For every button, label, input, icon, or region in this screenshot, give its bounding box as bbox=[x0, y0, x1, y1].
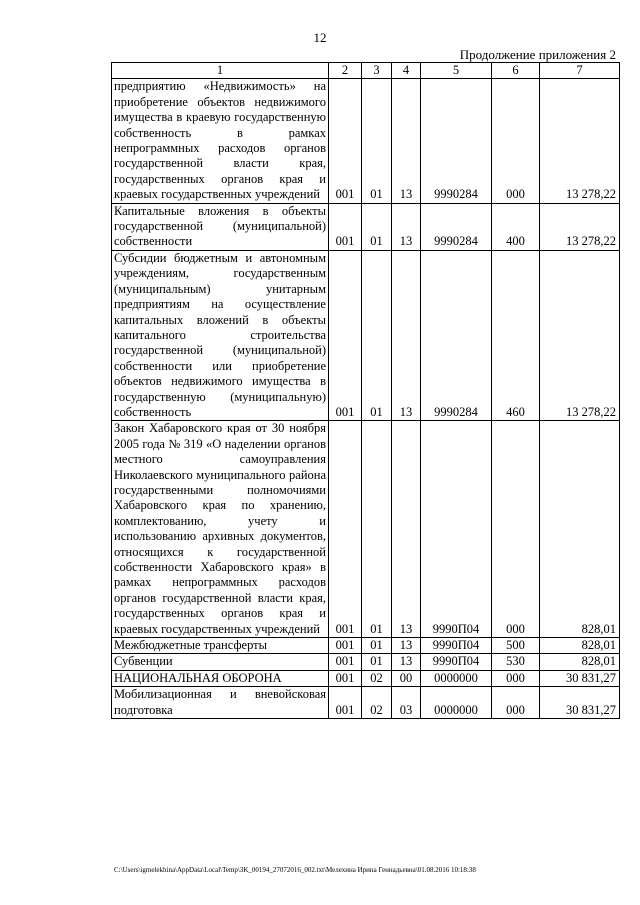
cell-section: 02 bbox=[362, 670, 392, 686]
cell-amount: 13 278,22 bbox=[540, 79, 620, 203]
cell-amount: 828,01 bbox=[540, 638, 620, 654]
cell-subsection: 13 bbox=[392, 250, 421, 420]
table-row bbox=[112, 654, 620, 670]
cell-ministry: 001 bbox=[329, 79, 362, 203]
cell-target-article: 9990П04 bbox=[421, 421, 492, 638]
cell-section: 01 bbox=[362, 250, 392, 420]
row-name: Субвенции bbox=[112, 654, 329, 670]
cell-expense-type: 000 bbox=[492, 687, 540, 719]
cell-subsection: 03 bbox=[392, 687, 421, 719]
cell-ministry: 001 bbox=[329, 250, 362, 420]
cell-target-article: 9990284 bbox=[421, 203, 492, 250]
cell-expense-type: 000 bbox=[492, 421, 540, 638]
cell-subsection: 13 bbox=[392, 638, 421, 654]
table-row bbox=[112, 250, 620, 420]
table-row bbox=[112, 638, 620, 654]
header-row bbox=[112, 63, 620, 79]
cell-section: 01 bbox=[362, 654, 392, 670]
header-col-7: 7 bbox=[540, 63, 620, 79]
cell-expense-type: 500 bbox=[492, 638, 540, 654]
cell-subsection: 13 bbox=[392, 79, 421, 203]
header-col-2: 2 bbox=[329, 63, 362, 79]
row-name: Мобилизационная и вневойсковая подготовка bbox=[112, 687, 329, 719]
cell-target-article: 9990284 bbox=[421, 79, 492, 203]
cell-ministry: 001 bbox=[329, 670, 362, 686]
cell-section: 01 bbox=[362, 203, 392, 250]
cell-subsection: 00 bbox=[392, 670, 421, 686]
cell-ministry: 001 bbox=[329, 687, 362, 719]
cell-expense-type: 400 bbox=[492, 203, 540, 250]
table-row bbox=[112, 421, 620, 638]
cell-amount: 30 831,27 bbox=[540, 670, 620, 686]
cell-ministry: 001 bbox=[329, 421, 362, 638]
cell-target-article: 9990П04 bbox=[421, 654, 492, 670]
header-col-4: 4 bbox=[392, 63, 421, 79]
table-row bbox=[112, 670, 620, 686]
header-col-3: 3 bbox=[362, 63, 392, 79]
row-name: НАЦИОНАЛЬНАЯ ОБОРОНА bbox=[112, 670, 329, 686]
header-col-5: 5 bbox=[421, 63, 492, 79]
row-name: Закон Хабаровского края от 30 ноября 2005 года № 319 «О наделении органов местного самоуправления Николаевского муниципального района государственными полномочиями Хабаровского края по хранению, комплектованию, учету и использованию архивных документов, относящихся к государственной собственности Хабаровского края» в рамках непрограммных расходов органов государственной власти края, государственных органов края и краевых государственных учреждений bbox=[112, 421, 329, 638]
cell-amount: 13 278,22 bbox=[540, 203, 620, 250]
cell-expense-type: 530 bbox=[492, 654, 540, 670]
cell-expense-type: 460 bbox=[492, 250, 540, 420]
table-row bbox=[112, 203, 620, 250]
table-row bbox=[112, 79, 620, 203]
cell-target-article: 9990284 bbox=[421, 250, 492, 420]
cell-target-article: 9990П04 bbox=[421, 638, 492, 654]
cell-ministry: 001 bbox=[329, 654, 362, 670]
cell-amount: 30 831,27 bbox=[540, 687, 620, 719]
cell-subsection: 13 bbox=[392, 203, 421, 250]
cell-amount: 828,01 bbox=[540, 421, 620, 638]
cell-amount: 828,01 bbox=[540, 654, 620, 670]
row-name: Субсидии бюджетным и автономным учреждениям, государственным (муниципальным) унитарным предприятиям на осуществление капитальных вложений в объекты капитального строительства государственной (муниципальной) собственности или приобретение объектов недвижимого имущества в государственную (муниципальную) собственность bbox=[112, 250, 329, 420]
row-name: Межбюджетные трансферты bbox=[112, 638, 329, 654]
footer-file-path: C:\Users\igmelekhina\AppData\Local\Temp\3K_00194_27072016_002.txt\Мелехина Ирина Геннадьевна\01.08.2016 10:18:38 bbox=[114, 866, 476, 874]
header-col-6: 6 bbox=[492, 63, 540, 79]
cell-ministry: 001 bbox=[329, 638, 362, 654]
cell-section: 01 bbox=[362, 638, 392, 654]
budget-table bbox=[111, 62, 620, 719]
cell-target-article: 0000000 bbox=[421, 670, 492, 686]
cell-section: 01 bbox=[362, 421, 392, 638]
cell-expense-type: 000 bbox=[492, 79, 540, 203]
cell-section: 01 bbox=[362, 79, 392, 203]
cell-section: 02 bbox=[362, 687, 392, 719]
cell-subsection: 13 bbox=[392, 654, 421, 670]
table-row bbox=[112, 687, 620, 719]
cell-subsection: 13 bbox=[392, 421, 421, 638]
row-name: предприятию «Недвижимость» на приобретение объектов недвижимого имущества в краевую государственную собственность в рамках непрограммных расходов органов государственной власти края, государственных органов края и краевых государственных учреждений bbox=[112, 79, 329, 203]
header-col-1: 1 bbox=[112, 63, 329, 79]
page-number: 12 bbox=[313, 30, 327, 45]
row-name: Капитальные вложения в объекты государственной (муниципальной) собственности bbox=[112, 203, 329, 250]
cell-expense-type: 000 bbox=[492, 670, 540, 686]
cell-amount: 13 278,22 bbox=[540, 250, 620, 420]
continuation-caption: Продолжение приложения 2 bbox=[459, 47, 616, 62]
cell-target-article: 0000000 bbox=[421, 687, 492, 719]
cell-ministry: 001 bbox=[329, 203, 362, 250]
